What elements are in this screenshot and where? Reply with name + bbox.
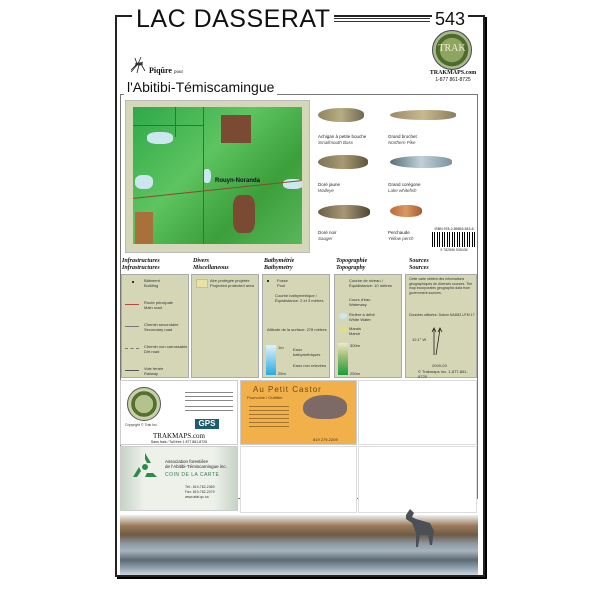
legend-item: Altitude de la surface: 278 mètres xyxy=(267,327,327,332)
page-title: LAC DASSERAT xyxy=(132,4,334,34)
legend-item: Courbe de niveau / Équidistance: 10 mètres xyxy=(349,278,392,288)
region-prefix-small: pour xyxy=(173,70,184,75)
map-terrain xyxy=(133,107,302,244)
gps-badge: GPS xyxy=(195,419,219,429)
legend-infrastructures xyxy=(121,274,189,378)
legend-sources-title: Sources Sources xyxy=(409,258,429,271)
ad-phone: Sans frais / Toll free 1 877 861-8725 xyxy=(150,440,208,444)
fish-image-sauger xyxy=(318,205,370,219)
map-city-label: Rouyn-Noranda xyxy=(215,178,260,184)
scale-top: 300m xyxy=(350,343,361,348)
fish-image-yellow-perch xyxy=(390,205,422,217)
region-prefix-text: Piqûre xyxy=(149,66,172,75)
fish-label: Doré jaune Walleye xyxy=(318,182,341,193)
recycle-leaf-icon xyxy=(129,451,161,481)
legend-item: Voie ferrée Railway xyxy=(144,366,164,376)
region-map xyxy=(125,100,310,253)
moose-icon xyxy=(400,505,440,553)
scale-top: 1m xyxy=(278,345,284,350)
sources-text: Cette carte obtient des informations géographiques de diverses sources. The map incorporates geographic data from government sources. xyxy=(409,277,473,295)
region-title: l'Abitibi-Témiscamingue xyxy=(124,78,277,96)
legend-divers xyxy=(191,274,259,378)
legend-divers-title: Divers Miscellaneous xyxy=(193,258,229,271)
fish-image-lake-whitefish xyxy=(390,156,452,168)
declination: 12.1° W xyxy=(412,337,427,342)
ad-slot-empty xyxy=(358,380,477,445)
association-name: Association forestière de l'Abitibi-Témiscamingue inc. xyxy=(165,459,227,469)
map-number: 543 xyxy=(432,8,468,30)
legend-item: Eaux non relevées xyxy=(293,363,327,368)
barcode-number: 9 782896 535436 xyxy=(440,248,468,252)
ad-copyright: Copyright © Trak Inc. xyxy=(125,423,158,427)
barcode xyxy=(432,232,476,247)
legend-item: Courbe bathymétrique / Équidistance: 2 et 3 mètres xyxy=(275,293,324,303)
mosquito-icon xyxy=(127,56,151,74)
fish-image-walleye xyxy=(318,155,368,169)
association-web: www.afat.qc.ca xyxy=(185,495,209,499)
sources-projection: Données utilisées: Datum NAD83 UTM 17 xyxy=(409,313,475,317)
association-subtitle: COIN DE LA CARTE xyxy=(165,472,220,478)
legend-infrastructures-title: Infrastructures Infrastructures xyxy=(122,258,160,271)
fish-label: Perchaude Yellow perch xyxy=(388,230,414,241)
castor-tagline: Pourvoirie / Outfitter xyxy=(247,395,283,400)
north-arrow-icon xyxy=(430,327,444,357)
logo-text: TRAK xyxy=(438,43,466,54)
association-fax: Fax: 819-762-2079 xyxy=(185,490,215,494)
fish-label: Grand brochet Northern Pike xyxy=(388,134,417,145)
legend-item: Route principale Main road xyxy=(144,300,173,310)
legend-bathymetry-title: Bathymétrie Bathymetry xyxy=(264,258,295,271)
legend-item: Cours d'eau Waterway xyxy=(349,297,371,307)
legend-item: Fosse Pool xyxy=(277,278,288,288)
ad-slot-empty xyxy=(358,446,477,513)
region-prefix xyxy=(149,66,183,75)
legend-item: Bâtiment Building xyxy=(144,278,160,288)
legend-item: Rivière à débit White Water xyxy=(349,312,375,322)
fish-label: Doré noir Sauger xyxy=(318,230,337,241)
fish-image-smallmouth-bass xyxy=(318,108,364,122)
publisher-site: TRAKMAPS.com xyxy=(429,70,477,76)
isbn-label: ISBN 978-2-89653-543-6 xyxy=(434,227,474,231)
scale-bottom: 250m xyxy=(350,371,361,376)
association-phone: Tél.: 819-762-2369 xyxy=(185,485,215,489)
legend-item: Chemin non carrossable Dirt road xyxy=(144,344,188,354)
legend-topography-title: Topographie Topography xyxy=(336,258,368,271)
ad-au-petit-castor[interactable] xyxy=(240,380,357,445)
trak-logo xyxy=(127,387,161,421)
fish-image-northern-pike xyxy=(390,110,456,120)
ad-trakmaps[interactable] xyxy=(120,380,238,445)
beaver-icon xyxy=(303,395,347,419)
scale-bottom: 25m xyxy=(278,371,286,376)
legend-item: Eaux bathymétriques xyxy=(293,347,321,357)
legend-topography xyxy=(334,274,402,378)
legend-bathymetry xyxy=(262,274,330,378)
sources-copyright: © Trakmaps Inc. 1-877-861-8725 xyxy=(418,369,468,379)
ad-site: TRAKMAPS.com xyxy=(153,432,205,440)
publisher-phone: 1-877 861-8725 xyxy=(435,77,471,83)
fish-label: Achigan à petite bouche Smallmouth Bass xyxy=(318,134,367,145)
legend-item: Marais Marsh xyxy=(349,326,362,336)
legend-item: Aire protégée projetée Projected protected area xyxy=(210,278,254,288)
ad-association-forestiere[interactable] xyxy=(120,446,238,511)
sources-year: 2009-03 xyxy=(432,363,447,368)
trak-logo xyxy=(432,30,472,70)
ad-slot-empty xyxy=(240,446,357,513)
fish-label: Grand corégone Lake whitefish xyxy=(388,182,421,193)
legend-sources xyxy=(405,274,477,378)
castor-phone: 819 279-2209 xyxy=(313,437,338,442)
legend-item: Chemin secondaire Secondary road xyxy=(144,322,179,332)
castor-name: Au Petit Castor xyxy=(253,385,322,394)
